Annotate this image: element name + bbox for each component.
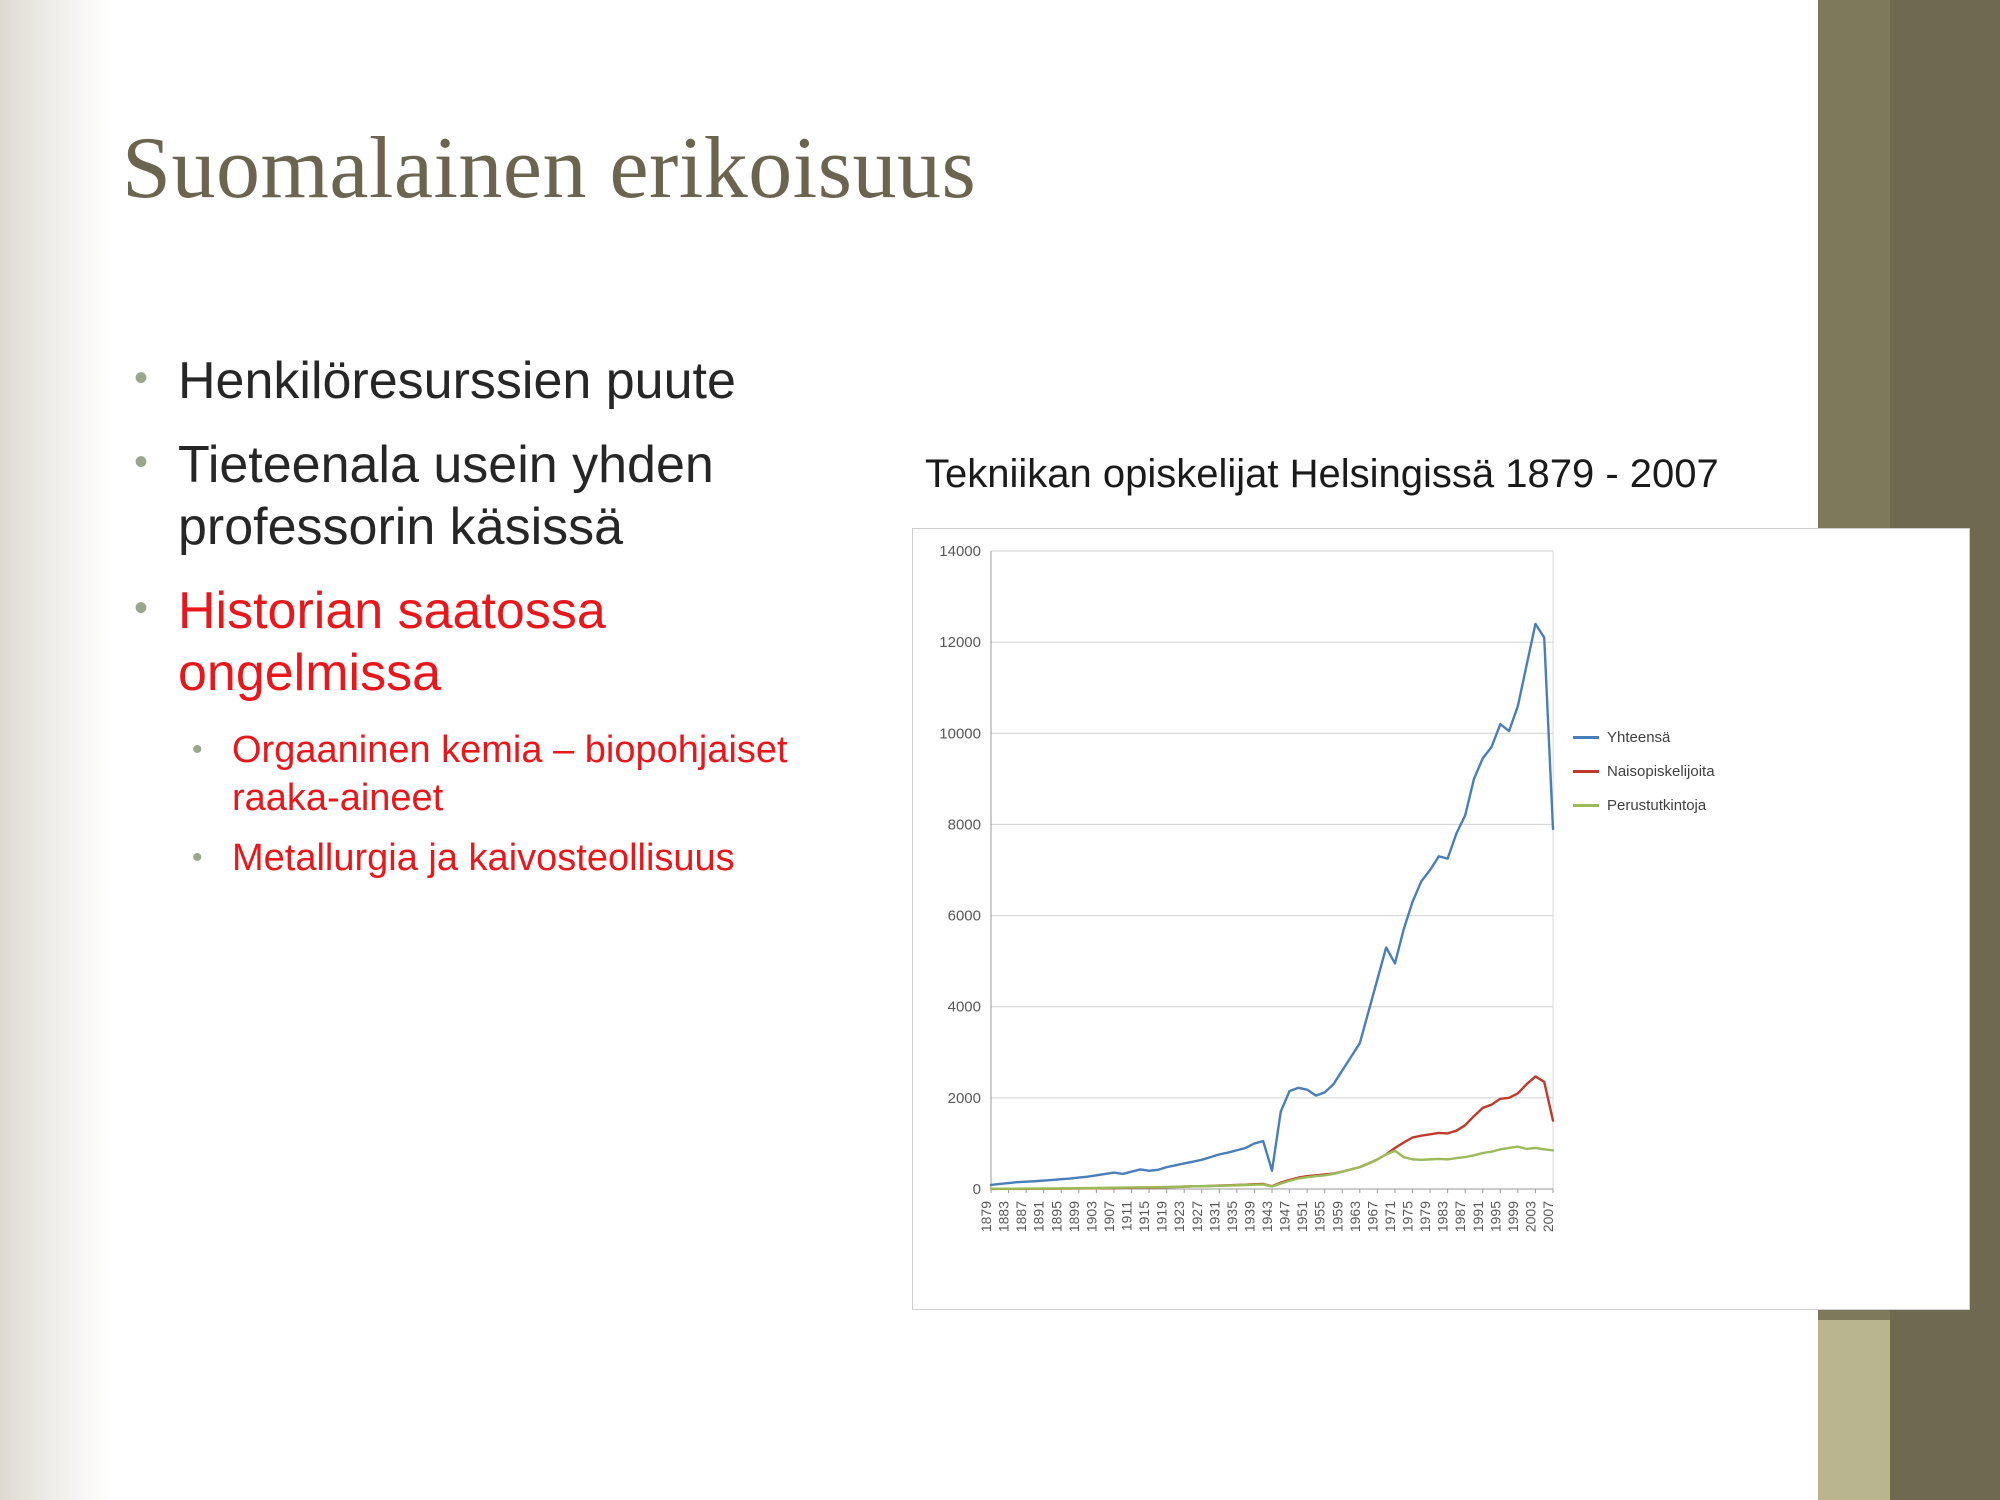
svg-text:2007: 2007 xyxy=(1540,1201,1556,1233)
list-item xyxy=(192,726,790,822)
legend-item xyxy=(1573,729,1715,746)
bullet-marker-icon: • xyxy=(192,733,203,766)
svg-text:1947: 1947 xyxy=(1276,1201,1293,1233)
sub-bullet-list xyxy=(192,726,790,882)
chart-container xyxy=(912,528,1970,1310)
page-title: Suomalainen erikoisuus xyxy=(122,120,977,217)
chart-title: Tekniikan opiskelijat Helsingissä 1879 - 2007 xyxy=(925,452,1719,496)
svg-text:1955: 1955 xyxy=(1311,1201,1328,1233)
svg-text:1895: 1895 xyxy=(1048,1201,1065,1233)
chart-svg xyxy=(913,529,1969,1309)
svg-text:1899: 1899 xyxy=(1065,1201,1082,1233)
sub-bullet-text: Metallurgia ja kaivosteollisuus xyxy=(232,837,735,879)
svg-text:1919: 1919 xyxy=(1153,1201,1170,1233)
legend-swatch-perustutkintoja xyxy=(1573,804,1599,807)
legend-label: Perustutkintoja xyxy=(1607,797,1707,814)
svg-text:0: 0 xyxy=(972,1181,981,1198)
svg-text:2000: 2000 xyxy=(947,1089,981,1107)
svg-text:1887: 1887 xyxy=(1013,1201,1030,1233)
svg-text:2003: 2003 xyxy=(1522,1201,1539,1233)
svg-text:1883: 1883 xyxy=(995,1201,1012,1233)
svg-text:1995: 1995 xyxy=(1487,1201,1504,1233)
list-item xyxy=(130,580,790,704)
list-item xyxy=(130,434,790,558)
svg-text:1967: 1967 xyxy=(1364,1201,1381,1233)
bullet-text: Henkilöresurssien puute xyxy=(178,352,736,410)
svg-text:1987: 1987 xyxy=(1452,1201,1469,1233)
left-edge-gradient xyxy=(0,0,110,1500)
svg-text:1903: 1903 xyxy=(1083,1201,1100,1233)
svg-text:1975: 1975 xyxy=(1399,1201,1416,1233)
bullet-text: Tieteenala usein yhden professorin käsissä xyxy=(178,436,714,556)
list-item xyxy=(192,834,790,882)
chart-legend xyxy=(1573,729,1715,831)
svg-text:1939: 1939 xyxy=(1241,1201,1258,1233)
svg-text:1915: 1915 xyxy=(1136,1201,1153,1233)
bullet-marker-icon: • xyxy=(134,440,149,484)
svg-text:1923: 1923 xyxy=(1171,1201,1188,1233)
bullet-list xyxy=(130,350,790,894)
svg-text:6000: 6000 xyxy=(947,907,981,925)
chart-plot xyxy=(913,529,1969,1309)
svg-text:1911: 1911 xyxy=(1118,1201,1135,1232)
legend-swatch-naisopiskelijoita xyxy=(1573,770,1599,773)
svg-text:10000: 10000 xyxy=(939,725,981,743)
svg-text:1979: 1979 xyxy=(1417,1201,1434,1233)
svg-text:1927: 1927 xyxy=(1188,1201,1205,1233)
svg-text:1963: 1963 xyxy=(1346,1201,1363,1233)
svg-text:1907: 1907 xyxy=(1100,1201,1117,1233)
svg-text:1983: 1983 xyxy=(1434,1201,1451,1233)
svg-text:8000: 8000 xyxy=(947,816,981,834)
bullet-text: Historian saatossa ongelmissa xyxy=(178,582,606,702)
svg-text:1943: 1943 xyxy=(1259,1201,1275,1233)
legend-item xyxy=(1573,797,1715,814)
svg-text:1951: 1951 xyxy=(1294,1201,1311,1233)
svg-text:1935: 1935 xyxy=(1223,1201,1240,1233)
svg-text:1879: 1879 xyxy=(978,1201,994,1233)
svg-text:1931: 1931 xyxy=(1206,1201,1223,1233)
svg-text:1999: 1999 xyxy=(1504,1201,1521,1233)
svg-text:1991: 1991 xyxy=(1469,1201,1486,1233)
svg-text:1971: 1971 xyxy=(1381,1201,1398,1233)
legend-label: Yhteensä xyxy=(1607,729,1671,746)
bullet-marker-icon: • xyxy=(192,841,203,874)
legend-item xyxy=(1573,763,1715,780)
right-accent-block xyxy=(1818,1320,1890,1500)
svg-text:1959: 1959 xyxy=(1329,1201,1346,1233)
svg-text:1891: 1891 xyxy=(1030,1201,1047,1233)
bullet-marker-icon: • xyxy=(134,356,149,400)
svg-text:4000: 4000 xyxy=(947,998,981,1016)
sub-bullet-text: Orgaaninen kemia – biopohjaiset raaka-aineet xyxy=(232,729,788,819)
legend-label: Naisopiskelijoita xyxy=(1607,763,1715,780)
bullet-marker-icon: • xyxy=(134,586,149,630)
list-item xyxy=(130,350,790,412)
svg-text:12000: 12000 xyxy=(939,634,981,652)
legend-swatch-yhteensa xyxy=(1573,736,1599,739)
svg-text:14000: 14000 xyxy=(939,543,981,560)
